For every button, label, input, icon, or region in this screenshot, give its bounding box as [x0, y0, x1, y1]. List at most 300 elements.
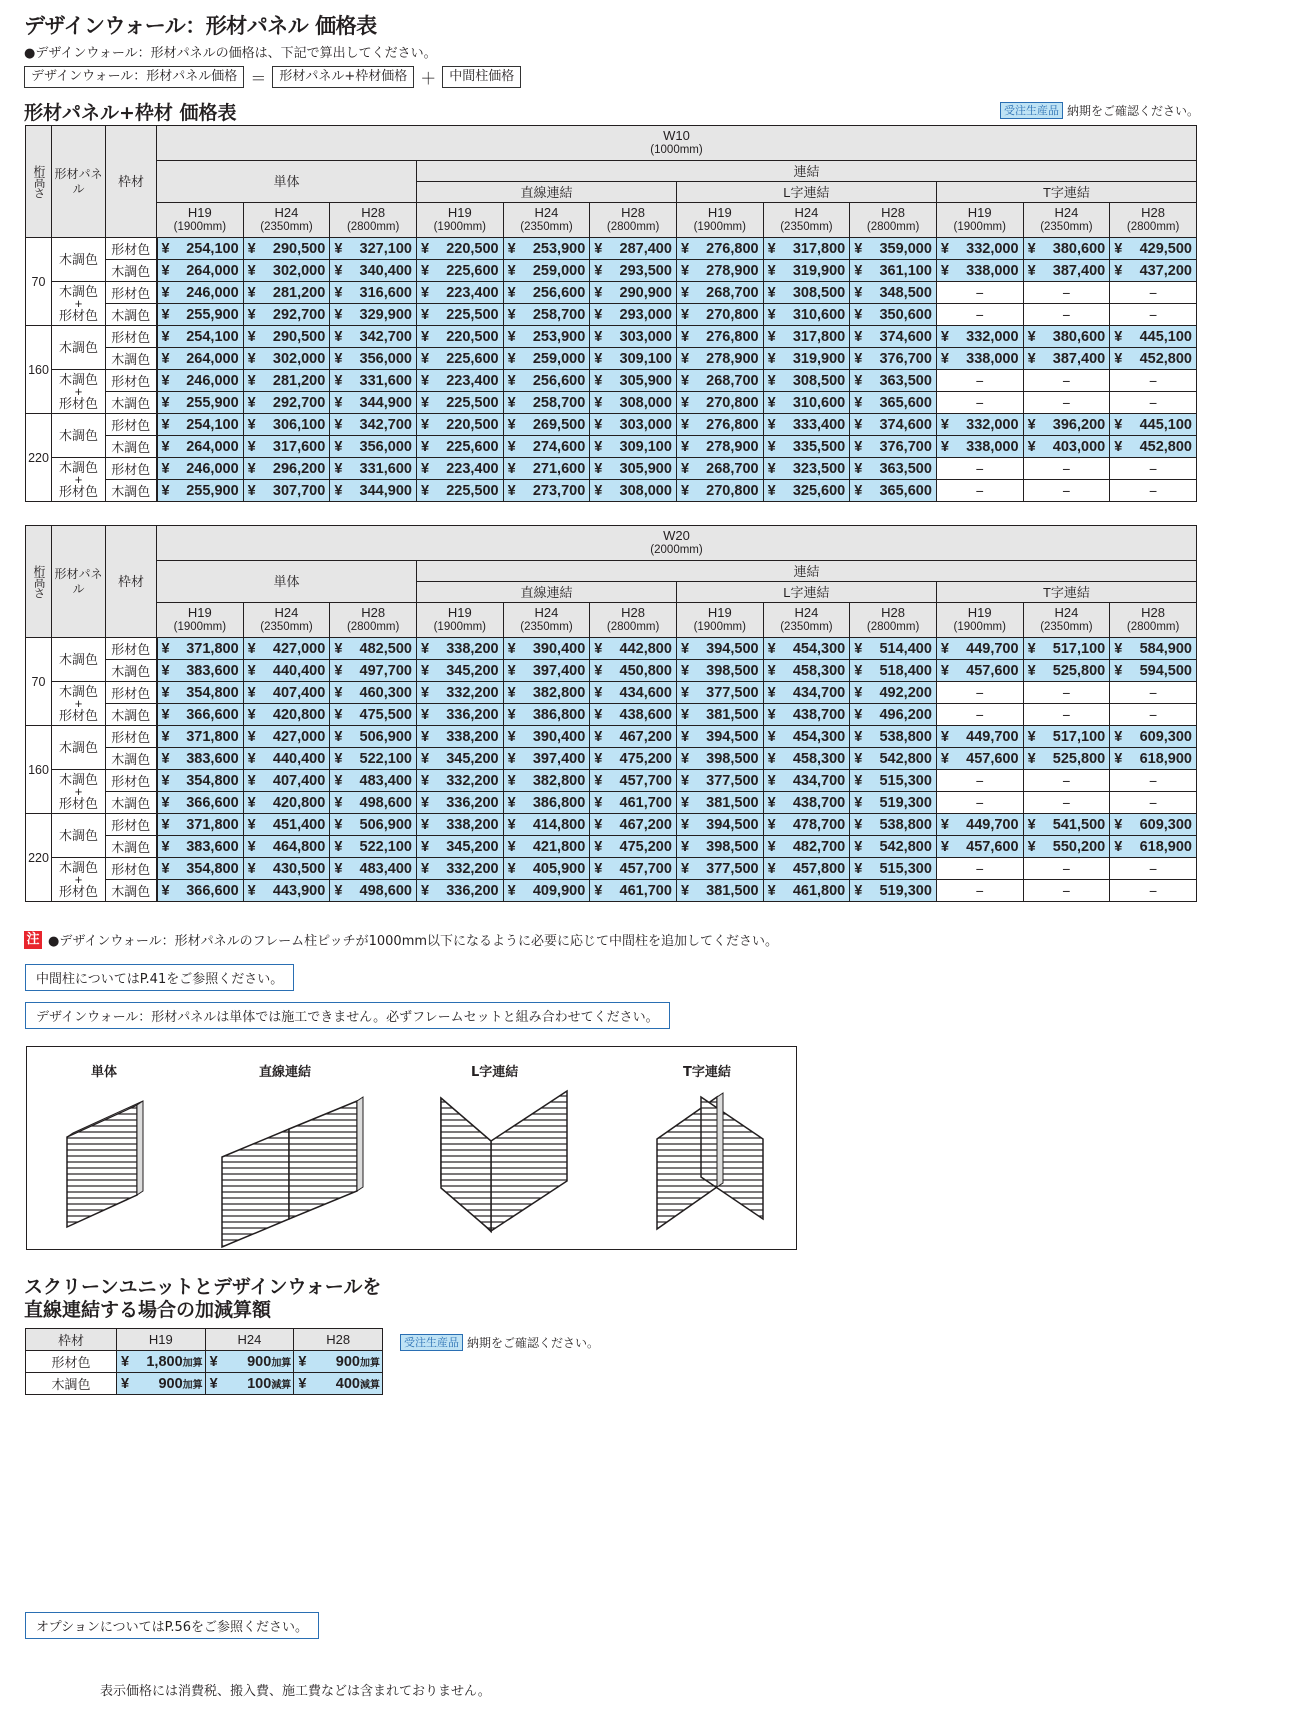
table-row: [26, 836, 1197, 858]
price-cell: [590, 726, 677, 748]
yen-symbol: ¥: [854, 772, 863, 789]
yen-symbol: ¥: [420, 662, 430, 679]
price-cell-na: −: [1023, 370, 1110, 392]
yen-symbol: ¥: [247, 482, 256, 499]
yen-symbol: ¥: [680, 284, 690, 301]
price-cell: [590, 238, 677, 260]
adjustment-row: [26, 1351, 383, 1373]
price-value: 336,200: [446, 882, 499, 899]
row-frame-color: 木調色: [106, 660, 157, 682]
header-h28: [1110, 603, 1197, 638]
price-cell: [416, 792, 503, 814]
yen-symbol: ¥: [334, 262, 343, 279]
price-cell: [1023, 726, 1110, 748]
h24-label: H24: [794, 205, 819, 220]
price-cell: [763, 436, 850, 458]
adjustment-kind: 加算: [182, 1357, 203, 1369]
h28-mm: (2800mm): [1126, 621, 1180, 633]
price-cell: [330, 638, 417, 660]
yen-symbol: ¥: [507, 640, 516, 657]
price-cell: [1110, 660, 1197, 682]
price-cell: [676, 282, 763, 304]
yen-symbol: ¥: [298, 1353, 307, 1370]
price-value: 253,900: [532, 328, 586, 345]
yen-symbol: ¥: [767, 240, 776, 257]
price-cell: [936, 748, 1023, 770]
price-value: 460,300: [359, 684, 412, 701]
price-value: 278,900: [706, 350, 759, 367]
price-cell: [850, 348, 937, 370]
h28-label: H28: [1141, 605, 1166, 620]
yen-symbol: ¥: [594, 882, 603, 899]
price-cell: [763, 726, 850, 748]
yen-symbol: ¥: [420, 482, 430, 499]
price-value: 350,600: [879, 306, 932, 323]
price-cell: [416, 414, 503, 436]
yen-symbol: ¥: [161, 284, 170, 301]
width-mm: (2000mm): [650, 544, 703, 556]
price-cell: [330, 282, 417, 304]
header-straight: 直線連結: [416, 582, 676, 603]
note-box-options: オプションについてはP.56をご参照ください。: [25, 1612, 319, 1639]
yen-symbol: ¥: [680, 350, 690, 367]
price-cell: [330, 436, 417, 458]
yen-symbol: ¥: [680, 240, 690, 257]
h24-mm: (2350mm): [260, 621, 313, 633]
yen-symbol: ¥: [1114, 816, 1123, 833]
price-cell: [1023, 436, 1110, 458]
yen-symbol: ¥: [334, 662, 343, 679]
price-value: 387,400: [1052, 350, 1106, 367]
price-value: 365,600: [879, 394, 932, 411]
price-value: 541,500: [1052, 816, 1106, 833]
h19-label: H19: [187, 205, 212, 220]
price-cell: [590, 748, 677, 770]
price-cell: [157, 858, 244, 880]
price-value: 268,700: [706, 284, 759, 301]
yen-symbol: ¥: [161, 262, 170, 279]
adjustment-cell: [294, 1351, 383, 1373]
yen-symbol: ¥: [940, 262, 949, 279]
yen-symbol: ¥: [854, 394, 863, 411]
adjustment-kind: 減算: [271, 1379, 292, 1391]
header-h19: [416, 203, 503, 238]
yen-symbol: ¥: [334, 306, 343, 323]
price-value: 258,700: [532, 306, 586, 323]
yen-symbol: ¥: [854, 350, 863, 367]
price-cell: [1023, 326, 1110, 348]
price-cell: [503, 748, 590, 770]
price-value: 264,000: [186, 262, 239, 279]
yen-symbol: ¥: [247, 306, 256, 323]
price-cell: [503, 638, 590, 660]
h28-mm: (2800mm): [1126, 221, 1180, 233]
yen-symbol: ¥: [767, 394, 776, 411]
price-cell: [936, 414, 1023, 436]
yen-symbol: ¥: [247, 640, 256, 657]
price-cell: [936, 238, 1023, 260]
h19-mm: (1900mm): [173, 221, 227, 233]
price-cell-na: −: [1023, 304, 1110, 326]
yen-symbol: ¥: [334, 882, 343, 899]
adjustment-title-line1: スクリーンユニットとデザインウォールを: [24, 1276, 382, 1298]
price-cell-na: −: [1110, 858, 1197, 880]
yen-symbol: ¥: [247, 860, 256, 877]
price-value: 292,700: [272, 394, 326, 411]
yen-symbol: ¥: [767, 816, 776, 833]
row-frame-color: 形材色: [106, 238, 157, 260]
price-cell-na: −: [1110, 770, 1197, 792]
yen-symbol: ¥: [940, 816, 949, 833]
price-cell: [763, 458, 850, 480]
yen-symbol: ¥: [298, 1375, 307, 1392]
price-cell: [330, 704, 417, 726]
yen-symbol: ¥: [1114, 662, 1123, 679]
price-cell: [590, 836, 677, 858]
row-frame-color: 木調色: [106, 436, 157, 458]
yen-symbol: ¥: [680, 728, 690, 745]
yen-symbol: ¥: [1027, 262, 1036, 279]
price-cell: [157, 436, 244, 458]
price-cell: [416, 704, 503, 726]
yen-symbol: ¥: [767, 306, 776, 323]
row-frame-color: 木調色: [106, 480, 157, 502]
price-value: 542,800: [879, 838, 932, 855]
yen-symbol: ¥: [594, 240, 603, 257]
yen-symbol: ¥: [1027, 816, 1036, 833]
yen-symbol: ¥: [420, 838, 430, 855]
adjustment-value: 1,800: [146, 1353, 183, 1370]
price-value: 454,300: [792, 640, 846, 657]
price-value: 427,000: [272, 728, 326, 745]
price-value: 467,200: [619, 816, 672, 833]
price-cell: [676, 660, 763, 682]
yen-symbol: ¥: [1027, 838, 1036, 855]
price-value: 386,800: [532, 794, 586, 811]
price-cell: [1110, 238, 1197, 260]
price-value: 340,400: [359, 262, 412, 279]
price-cell: [157, 370, 244, 392]
price-value: 409,900: [532, 882, 586, 899]
adjustment-frame-color: 形材色: [26, 1351, 117, 1373]
price-value: 253,900: [532, 240, 586, 257]
diagram-straight-icon: [222, 1097, 363, 1247]
price-value: 525,800: [1052, 750, 1106, 767]
yen-symbol: ¥: [854, 328, 863, 345]
h24-mm: (2350mm): [1040, 221, 1093, 233]
yen-symbol: ¥: [1027, 438, 1036, 455]
price-cell: [416, 682, 503, 704]
price-cell: [503, 282, 590, 304]
price-value: 398,500: [706, 750, 759, 767]
price-table-w10: [25, 125, 1197, 502]
h24-label: H24: [1054, 605, 1079, 620]
adjustment-cell: [117, 1373, 206, 1395]
price-value: 271,600: [532, 460, 586, 477]
price-value: 354,800: [186, 772, 239, 789]
price-cell: [243, 458, 330, 480]
yen-symbol: ¥: [854, 306, 863, 323]
price-cell: [763, 770, 850, 792]
yen-symbol: ¥: [680, 838, 690, 855]
yen-symbol: ¥: [420, 372, 430, 389]
price-cell: [850, 480, 937, 502]
yen-symbol: ¥: [680, 882, 690, 899]
formula-plus: ＋: [420, 68, 437, 88]
adjustment-title-line2: 直線連結する場合の加減算額: [24, 1299, 272, 1321]
yen-symbol: ¥: [247, 684, 256, 701]
price-cell-na: −: [1110, 458, 1197, 480]
yen-symbol: ¥: [507, 416, 516, 433]
price-value: 259,000: [532, 262, 586, 279]
table-row: [26, 748, 1197, 770]
price-cell: [590, 436, 677, 458]
h28-label: H28: [621, 605, 646, 620]
price-value: 383,600: [186, 750, 239, 767]
price-value: 255,900: [186, 482, 239, 499]
price-cell-na: −: [1023, 682, 1110, 704]
row-frame-color: 木調色: [106, 704, 157, 726]
price-value: 497,700: [359, 662, 412, 679]
price-cell: [1023, 638, 1110, 660]
header-row-width: [26, 526, 1197, 561]
price-value: 403,000: [1052, 438, 1106, 455]
row-frame-color: 木調色: [106, 348, 157, 370]
price-value: 467,200: [619, 728, 672, 745]
price-cell: [1023, 814, 1110, 836]
price-value: 258,700: [532, 394, 586, 411]
adjustment-table: [25, 1328, 383, 1395]
price-value: 538,800: [879, 728, 932, 745]
price-value: 443,900: [272, 882, 326, 899]
price-cell-na: −: [936, 792, 1023, 814]
adjustment-kind: 加算: [360, 1357, 380, 1369]
yen-symbol: ¥: [767, 438, 776, 455]
price-value: 225,500: [446, 482, 499, 499]
price-cell: [763, 638, 850, 660]
yen-symbol: ¥: [594, 662, 603, 679]
price-value: 506,900: [359, 728, 412, 745]
yen-symbol: ¥: [161, 860, 170, 877]
price-value: 259,000: [532, 350, 586, 367]
price-value: 223,400: [446, 460, 499, 477]
yen-symbol: ¥: [507, 838, 516, 855]
price-cell: [590, 792, 677, 814]
table-row: [26, 792, 1197, 814]
price-value: 303,000: [619, 416, 672, 433]
adjustment-title: [24, 1276, 381, 1322]
price-cell: [676, 326, 763, 348]
price-value: 381,500: [706, 706, 759, 723]
yen-symbol: ¥: [1114, 262, 1123, 279]
price-cell: [330, 880, 417, 902]
price-cell: [763, 748, 850, 770]
price-value: 394,500: [706, 640, 759, 657]
price-cell: [330, 480, 417, 502]
adjustment-kind: 加算: [182, 1379, 203, 1391]
price-value: 429,500: [1139, 240, 1192, 257]
price-value: 345,200: [446, 662, 499, 679]
price-value: 365,600: [879, 482, 932, 499]
table-row: [26, 238, 1197, 260]
yen-symbol: ¥: [854, 882, 863, 899]
price-cell: [330, 414, 417, 436]
price-cell: [157, 480, 244, 502]
price-cell: [1110, 326, 1197, 348]
h19-label: H19: [967, 605, 992, 620]
price-value: 366,600: [186, 882, 239, 899]
yen-symbol: ¥: [247, 350, 256, 367]
yen-symbol: ¥: [854, 794, 863, 811]
price-cell: [243, 304, 330, 326]
price-value: 333,400: [792, 416, 846, 433]
yen-symbol: ¥: [1114, 240, 1123, 257]
price-value: 309,100: [619, 438, 672, 455]
row-panel-color: 木調色 + 形材色: [52, 282, 106, 326]
price-value: 336,200: [446, 794, 499, 811]
price-value: 293,000: [619, 306, 672, 323]
price-cell-na: −: [936, 704, 1023, 726]
price-cell: [850, 660, 937, 682]
yen-symbol: ¥: [594, 794, 603, 811]
row-panel-color: 木調色: [52, 326, 106, 370]
h19-mm: (1900mm): [433, 621, 486, 633]
h28-label: H28: [621, 205, 646, 220]
yen-symbol: ¥: [594, 284, 603, 301]
yen-symbol: ¥: [507, 350, 516, 367]
yen-symbol: ¥: [854, 416, 863, 433]
yen-symbol: ¥: [940, 662, 949, 679]
header-width: [157, 526, 1197, 561]
yen-symbol: ¥: [420, 794, 430, 811]
price-value: 492,200: [879, 684, 932, 701]
yen-symbol: ¥: [334, 816, 343, 833]
yen-symbol: ¥: [334, 728, 343, 745]
yen-symbol: ¥: [1027, 728, 1036, 745]
price-cell: [676, 238, 763, 260]
yen-symbol: ¥: [854, 706, 863, 723]
price-value: 371,800: [186, 640, 239, 657]
price-cell: [503, 858, 590, 880]
yen-symbol: ¥: [507, 284, 516, 301]
row-panel-color: 木調色 + 形材色: [52, 682, 106, 726]
yen-symbol: ¥: [854, 684, 863, 701]
table-row: [26, 326, 1197, 348]
price-value: 290,900: [619, 284, 672, 301]
yen-symbol: ¥: [940, 728, 949, 745]
yen-symbol: ¥: [161, 438, 170, 455]
price-value: 386,800: [532, 706, 586, 723]
yen-symbol: ¥: [680, 706, 690, 723]
price-cell: [503, 726, 590, 748]
yen-symbol: ¥: [247, 262, 256, 279]
price-value: 383,600: [186, 838, 239, 855]
price-value: 225,500: [446, 306, 499, 323]
price-cell: [503, 682, 590, 704]
yen-symbol: ¥: [680, 438, 690, 455]
price-cell: [850, 858, 937, 880]
price-value: 255,900: [186, 394, 239, 411]
price-cell: [503, 770, 590, 792]
price-value: 618,900: [1139, 750, 1192, 767]
price-value: 292,700: [272, 306, 326, 323]
yen-symbol: ¥: [247, 284, 256, 301]
price-value: 254,100: [186, 328, 239, 345]
price-cell: [416, 480, 503, 502]
h19-mm: (1900mm): [693, 621, 746, 633]
price-cell-na: −: [936, 282, 1023, 304]
yen-symbol: ¥: [334, 350, 343, 367]
table-row: [26, 858, 1197, 880]
yen-symbol: ¥: [420, 284, 430, 301]
price-cell: [676, 414, 763, 436]
price-value: 437,200: [1139, 262, 1192, 279]
yen-symbol: ¥: [594, 416, 603, 433]
yen-symbol: ¥: [594, 438, 603, 455]
yen-symbol: ¥: [594, 262, 603, 279]
price-cell: [330, 836, 417, 858]
price-cell: [590, 414, 677, 436]
price-value: 363,500: [879, 372, 932, 389]
header-h19: [676, 203, 763, 238]
h24-mm: (2350mm): [520, 221, 573, 233]
price-value: 482,500: [359, 640, 412, 657]
price-cell: [590, 480, 677, 502]
yen-symbol: ¥: [334, 794, 343, 811]
yen-symbol: ¥: [767, 372, 776, 389]
yen-symbol: ¥: [507, 482, 516, 499]
yen-symbol: ¥: [767, 882, 776, 899]
header-h28: [590, 603, 677, 638]
price-value: 376,700: [879, 350, 932, 367]
price-cell: [1110, 348, 1197, 370]
price-cell: [590, 348, 677, 370]
yen-symbol: ¥: [1027, 350, 1036, 367]
formula-box-post: 中間柱価格: [442, 66, 521, 88]
price-cell: [763, 836, 850, 858]
price-cell: [936, 814, 1023, 836]
price-value: 327,100: [359, 240, 412, 257]
diagram-label-single: 単体: [91, 1065, 118, 1080]
yen-symbol: ¥: [854, 750, 863, 767]
price-cell: [936, 260, 1023, 282]
yen-symbol: ¥: [680, 306, 690, 323]
price-cell-na: −: [936, 392, 1023, 414]
formula-equals: ＝: [250, 68, 267, 88]
diagram-label-straight: 直線連結: [259, 1065, 312, 1080]
price-value: 344,900: [359, 394, 412, 411]
yen-symbol: ¥: [161, 482, 170, 499]
yen-symbol: ¥: [940, 438, 949, 455]
price-cell: [676, 726, 763, 748]
row-panel-color: 木調色: [52, 638, 106, 682]
price-cell: [416, 260, 503, 282]
price-value: 356,000: [359, 438, 412, 455]
price-value: 345,200: [446, 838, 499, 855]
price-cell: [243, 748, 330, 770]
price-cell: [1110, 748, 1197, 770]
price-value: 290,500: [272, 240, 326, 257]
price-value: 451,400: [272, 816, 326, 833]
price-value: 359,000: [879, 240, 932, 257]
header-single: 単体: [157, 561, 417, 603]
price-cell: [157, 770, 244, 792]
width-mm: (1000mm): [650, 144, 703, 156]
yen-symbol: ¥: [594, 482, 603, 499]
table-row: [26, 726, 1197, 748]
table-row: [26, 392, 1197, 414]
price-value: 458,300: [792, 750, 846, 767]
